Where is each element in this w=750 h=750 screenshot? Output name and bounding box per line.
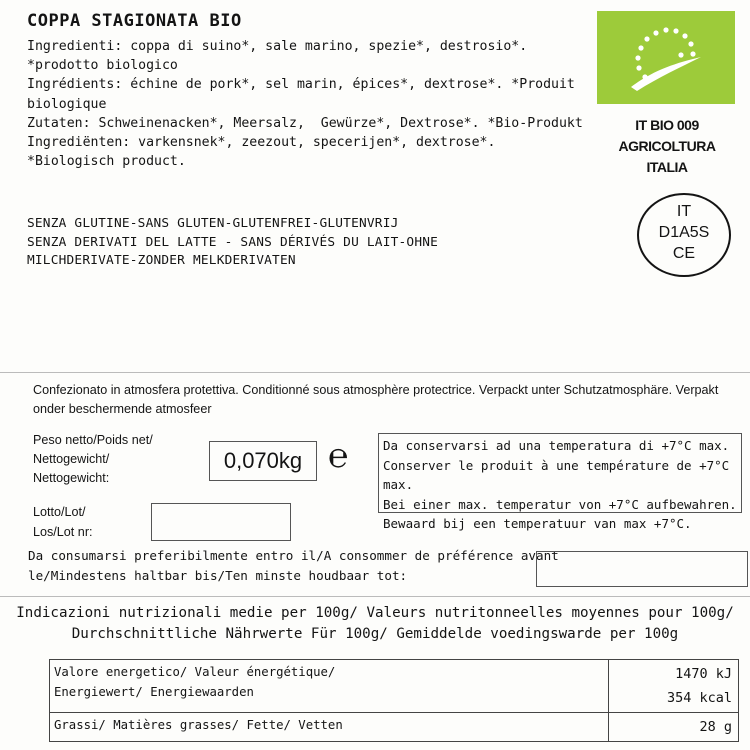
table-row (50, 713, 739, 742)
energy-kcal: 354 kcal (666, 690, 732, 706)
nutrient-label (50, 660, 609, 713)
allergen-block (27, 215, 438, 271)
nutrient-label (50, 713, 609, 742)
packaging-text: Confezionato in atmosfera protettiva. Conditionné sous atmosphère protectrice. Verpackt unter Schutzatmosphäre. Verpakt onder beschermende atmosfeer (33, 383, 719, 416)
weight-label-line: Peso netto/Poids net/ (33, 433, 153, 447)
nutrient-label-line: Valore energetico/ Valeur énergétique/ (54, 665, 336, 679)
estimated-sign-icon: ℮ (328, 436, 349, 476)
storage-line: Da conservarsi ad una temperatura di +7°C max. (383, 438, 730, 453)
health-mark-line: CE (672, 245, 696, 262)
net-weight-label (33, 431, 153, 488)
nutrition-table (49, 659, 739, 742)
ingredients-nl: Ingrediënten: varkensnek*, zeezout, specerijen*, dextrose*. *Biologisch product. (27, 135, 504, 170)
ingredients-de: Zutaten: Schweinenacken*, Meersalz, Gewürze*, Dextrose*. *Bio-Produkt (27, 115, 583, 131)
allergen-line: SENZA DERIVATI DEL LATTE - SANS DÉRIVÉS DU LAIT-OHNE (27, 234, 439, 250)
best-before-box (536, 551, 748, 587)
section-divider (0, 372, 750, 373)
best-before-line: Da consumarsi preferibilmente entro il/A consommer de préférence avant (28, 548, 559, 563)
product-title: COPPA STAGIONATA BIO (27, 11, 242, 31)
health-mark-line: D1A5S (658, 224, 710, 241)
organic-origin: AGRICOLTURA ITALIA (618, 138, 716, 175)
allergen-line: SENZA GLUTINE-SANS GLUTEN-GLUTENFREI-GLUTENVRIJ (27, 216, 399, 231)
allergen-line: MILCHDERIVATE-ZONDER MELKDERIVATEN (27, 253, 296, 268)
nutrition-heading (0, 603, 750, 644)
organic-code: IT BIO 009 (635, 117, 699, 133)
nutrient-label-line: Energiewert/ Energiewaarden (54, 685, 254, 699)
nutrient-label-line: Grassi/ Matières grasses/ Fette/ Vetten (54, 718, 343, 732)
storage-line: Conserver le produit à une température de +7°C max. (383, 457, 730, 492)
health-mark-text (637, 201, 731, 264)
best-before-line: le/Mindestens haltbar bis/Ten minste houdbaar tot: (28, 568, 408, 583)
lot-label-line: Lotto/Lot/ (33, 505, 86, 519)
nutrition-heading-line: Indicazioni nutrizionali medie per 100g/ Valeurs nutritonneelles moyennes pour 100g/ (16, 605, 734, 621)
ingredients-fr: Ingrédients: échine de pork*, sel marin, épices*, dextrose*. *Produit biologique (27, 77, 583, 112)
weight-label-line: Nettogewicht/ (33, 452, 110, 466)
nutrition-heading-line: Durchschnittliche Nährwerte Für 100g/ Gemiddelde voedingswarde per 100g (71, 625, 679, 642)
ingredients-block (27, 37, 587, 171)
storage-line: Bei einer max. temperatur von +7°C aufbewahren. (383, 496, 737, 512)
storage-line: Bewaard bij een temperatuur van max +7°C. (383, 516, 692, 531)
lot-label (33, 502, 93, 542)
table-row (50, 660, 739, 713)
lot-number-box (151, 503, 291, 541)
organic-certification (597, 115, 737, 178)
storage-instructions (378, 433, 742, 531)
net-weight-value: 0,070kg (209, 441, 317, 481)
section-divider (0, 596, 750, 597)
nutrient-value (609, 713, 739, 742)
eu-leaf-stars-icon (597, 11, 735, 104)
health-mark-line: IT (676, 203, 692, 220)
weight-label-line: Nettogewicht: (33, 471, 110, 485)
energy-kj: 1470 kJ (675, 666, 732, 682)
nutrient-value (609, 660, 739, 713)
fat-value: 28 g (699, 719, 732, 735)
lot-label-line: Los/Lot nr: (33, 525, 93, 539)
ingredients-it: Ingredienti: coppa di suino*, sale marino, spezie*, destrosio*. *prodotto biologico (27, 39, 536, 74)
eu-organic-logo (597, 11, 735, 104)
best-before-label (28, 546, 559, 586)
